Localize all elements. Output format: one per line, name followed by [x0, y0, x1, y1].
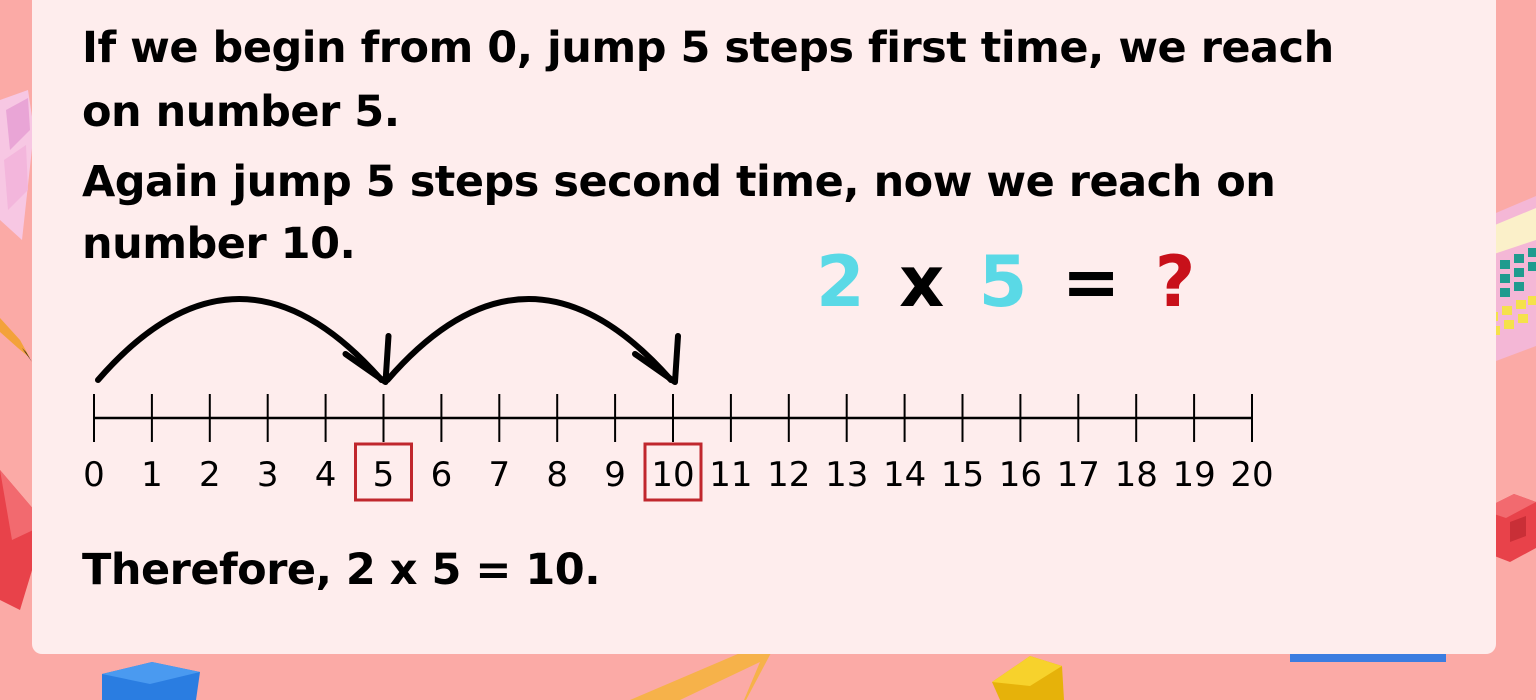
jump-arrowhead — [635, 336, 678, 382]
number-line-label: 17 — [1056, 455, 1100, 495]
jump-arrowhead — [346, 336, 389, 382]
conclusion-text: Therefore, 2 x 5 = 10. — [82, 545, 601, 595]
equation-unknown: ? — [1154, 241, 1196, 323]
equation-factor-a: 2 — [816, 241, 865, 323]
number-line-label: 14 — [882, 455, 927, 495]
number-line-label: 2 — [198, 455, 221, 495]
number-line-label: 4 — [314, 455, 337, 495]
explanation-line-3: Again jump 5 steps second time, now we reach on — [82, 157, 1276, 207]
number-line-label: 11 — [709, 455, 753, 495]
number-line-label: 19 — [1172, 455, 1216, 495]
number-line-label: 16 — [998, 455, 1043, 495]
number-line-label: 13 — [825, 455, 869, 495]
number-line-label: 15 — [940, 455, 985, 495]
number-line-label: 7 — [488, 455, 511, 495]
equation-times-sign: x — [899, 241, 945, 323]
number-line-label: 18 — [1114, 455, 1158, 495]
number-line-label: 6 — [430, 455, 453, 495]
number-line-label: 20 — [1230, 455, 1274, 495]
equation-equals-sign: = — [1061, 241, 1121, 323]
number-line-label: 5 — [372, 455, 395, 495]
number-line-label: 9 — [604, 455, 626, 495]
explanation-line-2: on number 5. — [82, 87, 400, 137]
number-line-label: 10 — [651, 455, 695, 495]
number-line-label: 12 — [767, 455, 811, 495]
jump-arrow — [388, 299, 672, 380]
number-line-label: 1 — [141, 455, 163, 495]
equation-factor-b: 5 — [978, 241, 1028, 323]
number-line-label: 8 — [546, 455, 569, 495]
jump-arrow — [98, 299, 382, 380]
number-line-label: 0 — [83, 455, 105, 495]
explanation-line-4: number 10. — [82, 219, 356, 269]
number-line-label: 3 — [256, 455, 279, 495]
explanation-line-1: If we begin from 0, jump 5 steps first time, we reach — [82, 23, 1334, 73]
